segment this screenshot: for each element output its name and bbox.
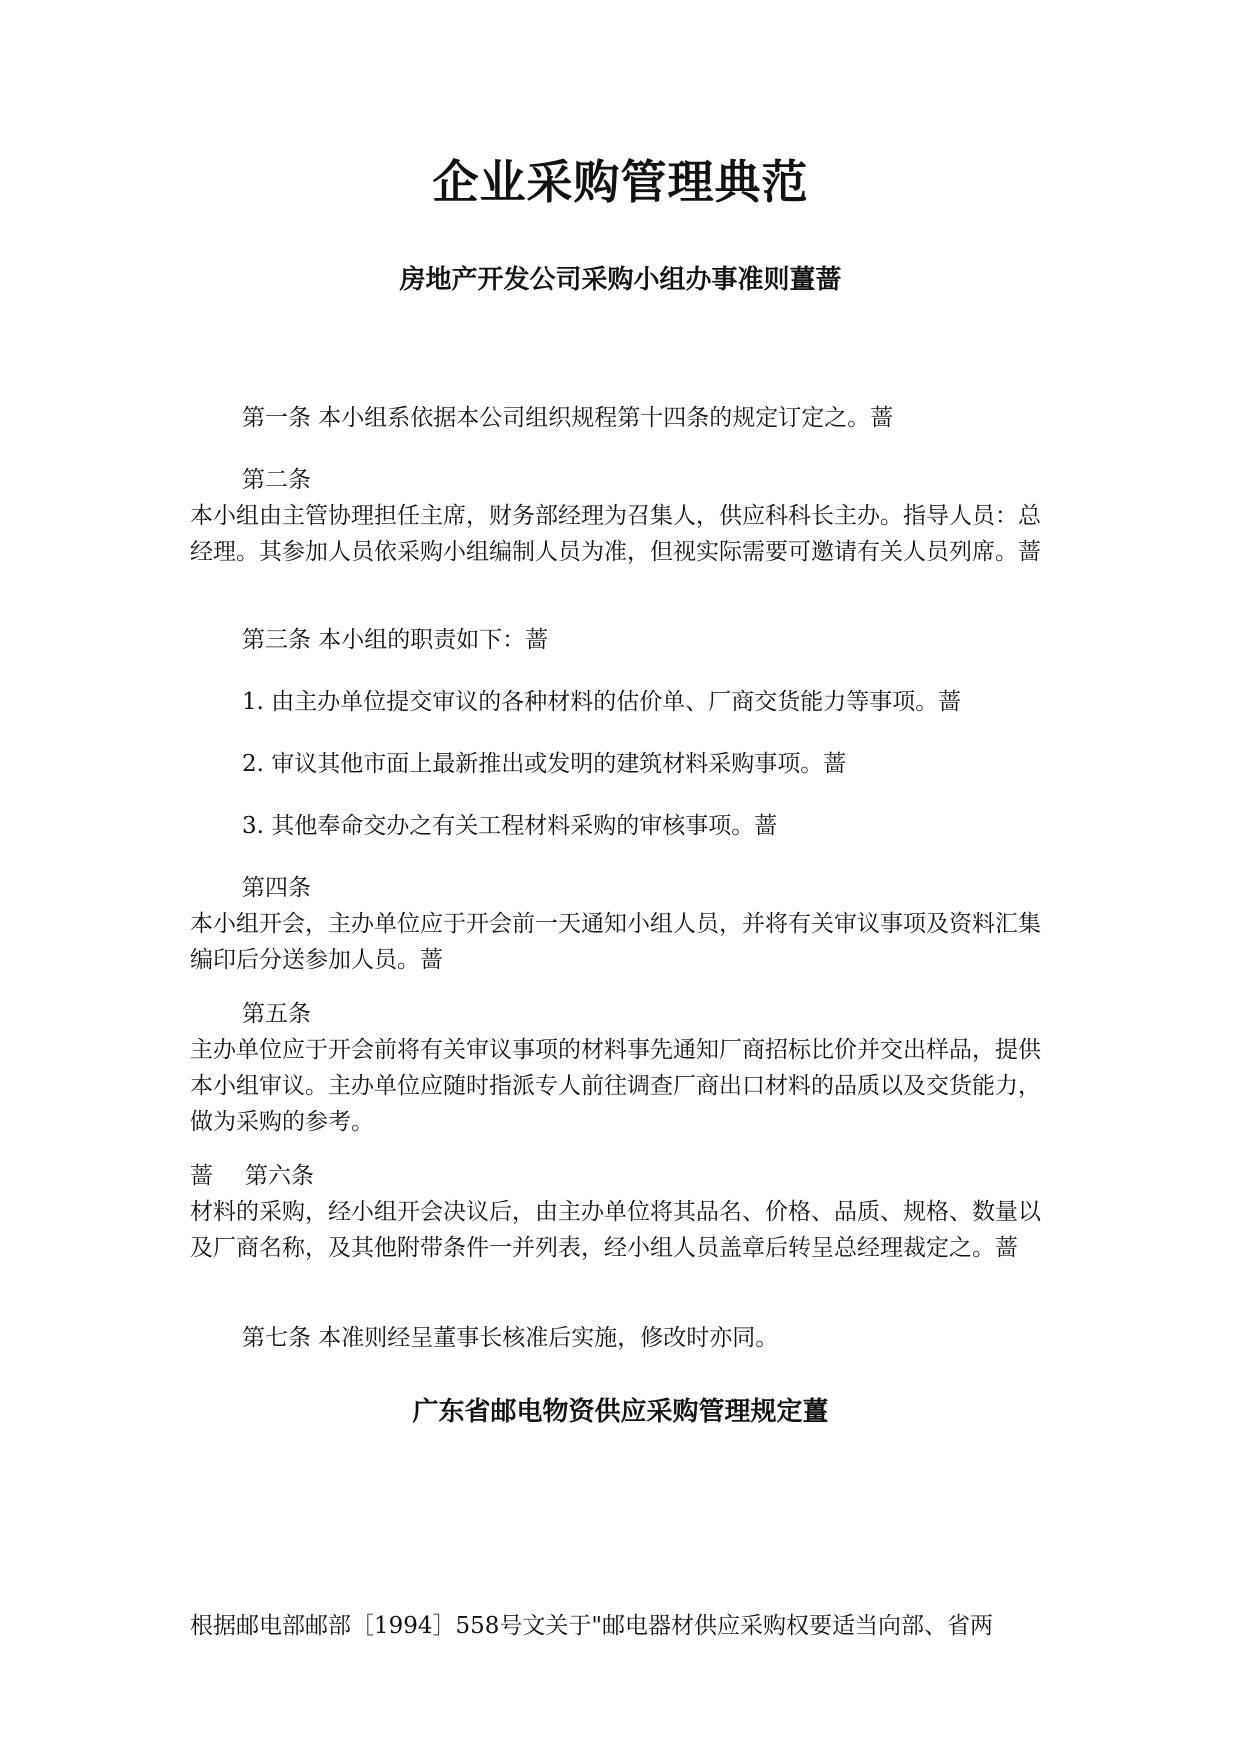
article-6-heading-line [190,1158,1050,1194]
duty-item-1: 1. 由主办单位提交审议的各种材料的估价单、厂商交货能力等事项。蔷 [242,689,962,715]
article-3: 第三条 本小组的职责如下：蔷 [242,627,549,653]
article-6-heading: 第六条 [245,1163,314,1189]
article-5-heading: 第五条 [242,1001,311,1027]
article-2-heading: 第二条 [242,467,311,493]
article-7: 第七条 本准则经呈董事长核准后实施，修改时亦同。 [242,1325,779,1351]
article-4-heading: 第四条 [242,875,311,901]
duty-item-2: 2. 审议其他市面上最新推出或发明的建筑材料采购事项。蔷 [242,751,847,777]
article-6-body: 材料的采购，经小组开会决议后，由主办单位将其品名、价格、品质、规格、数量以及厂商名称，及其他附带条件一并列表，经小组人员盖章后转呈总经理裁定之。蔷 [190,1199,1041,1261]
section-heading-guangdong-postal: 广东省邮电物资供应采购管理规定薑 [412,1397,829,1427]
article-6-marker: 蔷 [190,1163,213,1189]
article-5-body: 主办单位应于开会前将有关审议事项的材料事先通知厂商招标比价并交出样品，提供本小组审议。主办单位应随时指派专人前往调查厂商出口材料的品质以及交货能力，做为采购的参考。 [190,1037,1041,1135]
section-heading-real-estate-purchasing: 房地产开发公司采购小组办事准则薑蔷 [399,265,842,295]
article-1: 第一条 本小组系依据本公司组织规程第十四条的规定订定之。蔷 [242,405,894,431]
duty-item-3: 3. 其他奉命交办之有关工程材料采购的审核事项。蔷 [242,813,778,839]
article-4-body: 本小组开会，主办单位应于开会前一天通知小组人员，并将有关审议事项及资料汇集编印后分送参加人员。蔷 [190,911,1041,973]
article-2-body: 本小组由主管协理担任主席，财务部经理为召集人，供应科科长主办。指导人员：总经理。其参加人员依采购小组编制人员为准，但视实际需要可邀请有关人员列席。蔷 [190,503,1041,565]
document-title: 企业采购管理典范 [432,155,809,209]
section-2-opening: 根据邮电部邮部［1994］558号文关于"邮电器材供应采购权要适当向部、省两 [190,1613,994,1639]
